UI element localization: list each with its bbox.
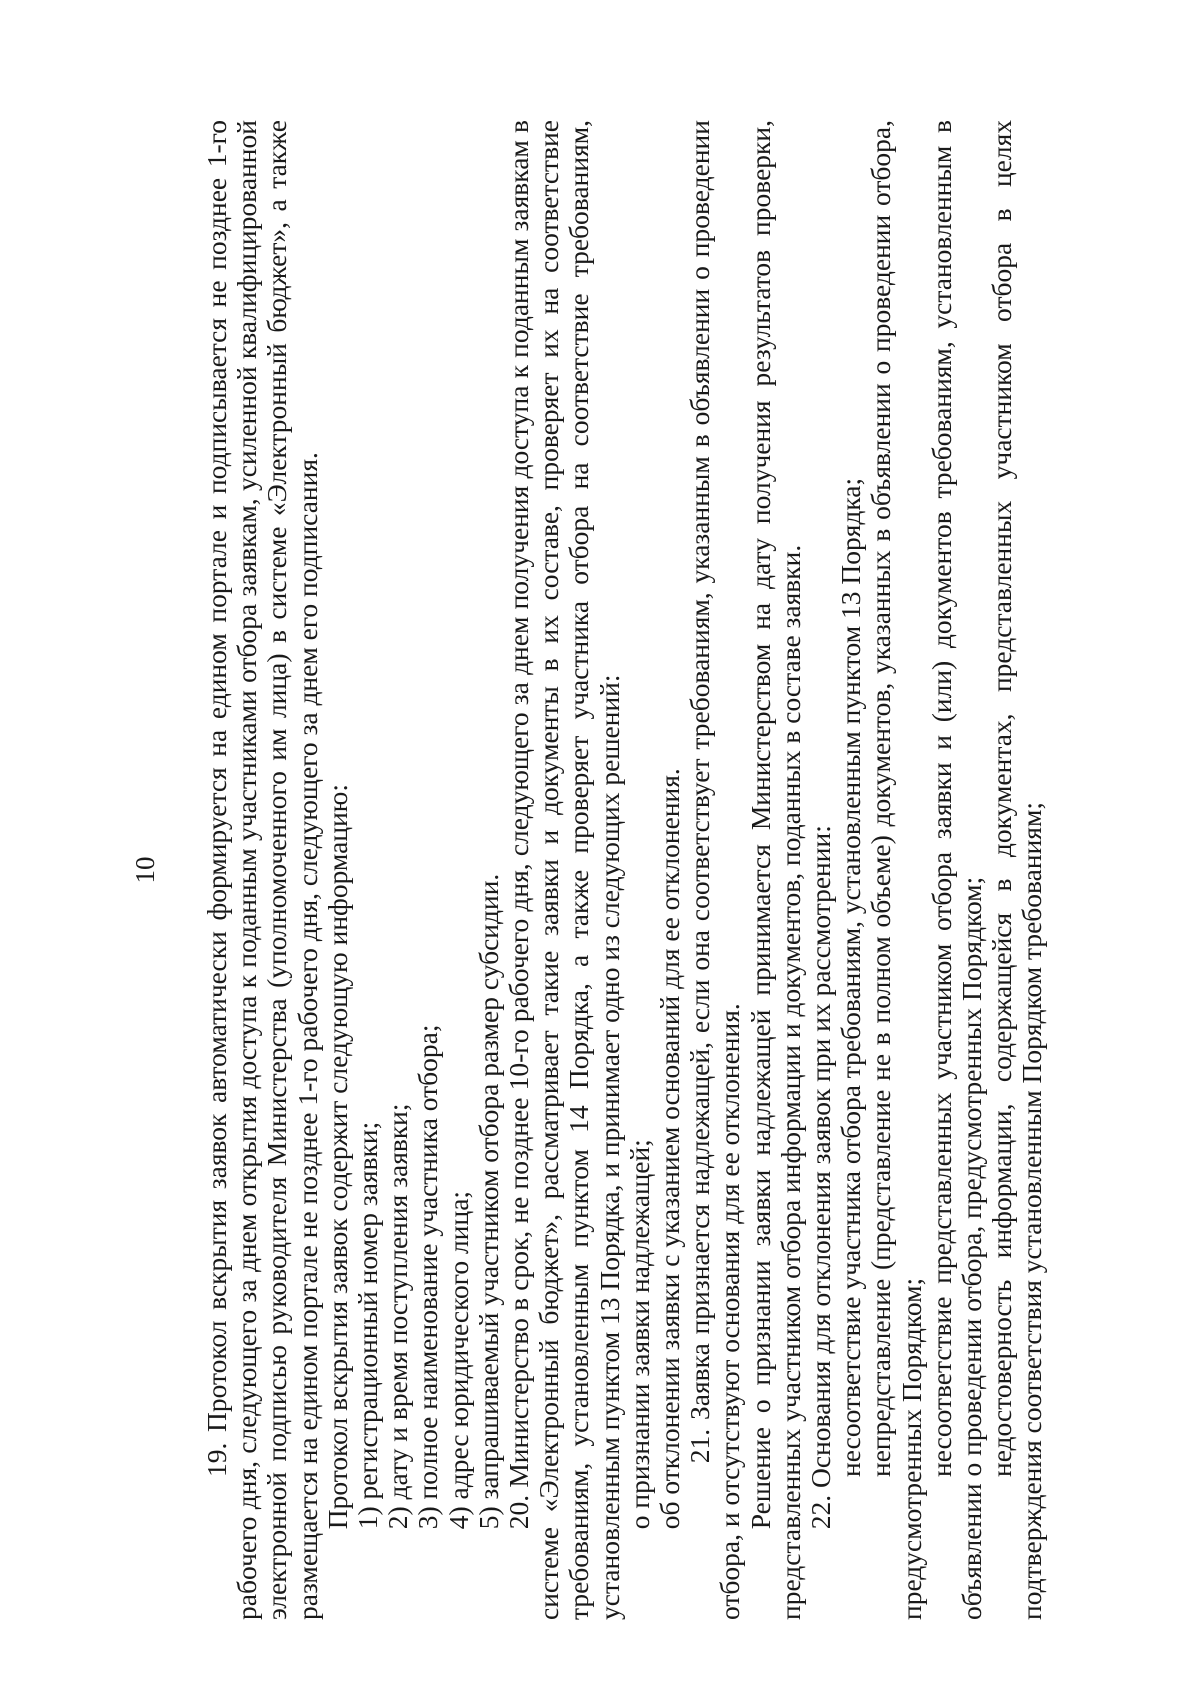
paragraph: Протокол вскрытия заявок содержит следующую информацию:	[321, 784, 353, 1530]
paragraph: об отклонении заявки с указанием оснований для ее отклонения.	[654, 768, 686, 1530]
paragraph: 5) запрашиваемый участником отбора размер субсидии.	[472, 873, 504, 1530]
body-text	[202, 120, 1048, 1620]
paragraph: непредставление (представление не в полном объеме) документов, указанных в объявлении о проведении отбора, предусмотренных Порядком;	[865, 120, 927, 1620]
paragraph: несоответствие участника отбора требованиям, установленным пунктом 13 Порядка;	[835, 477, 867, 1477]
paragraph: о признании заявки надлежащей;	[623, 1139, 655, 1530]
paragraph: 1) регистрационный номер заявки;	[352, 1121, 384, 1530]
paragraph: Решение о признании заявки надлежащей принимается Министерством на дату получения результатов проверки, представленных участником отбора информации и документов, поданных в составе заявки.	[744, 120, 806, 1620]
paragraph: 21. Заявка признается надлежащей, если она соответствует требованиям, указанным в объявлении о проведении отбора, и отсутствуют основания для ее отклонения.	[684, 120, 746, 1620]
paragraph: 19. Протокол вскрытия заявок автоматически формируется на едином портале и подписывается не позднее 1-го рабочего дня, следующего за днем открытия доступа к поданным участниками отбора заявкам, усиленной квалифицированной электронной подписью руководителя Министерства (уполномоченного им лица) в системе «Электронный бюджет», а также размещается на едином портале не позднее 1-го рабочего дня, следующего за днем его подписания.	[201, 120, 323, 1620]
paragraph: 4) адрес юридического лица;	[442, 1190, 474, 1530]
paragraph: 3) полное наименование участника отбора;	[412, 1024, 444, 1530]
rotated-text-block	[130, 120, 1085, 1620]
paragraph: 2) дату и время поступления заявки;	[382, 1103, 414, 1530]
paragraph: 20. Министерство в срок, не позднее 10-го рабочего дня, следующего за днем получения доступа к поданным заявкам в системе «Электронный бюджет», рассматривает такие заявки и документы в их составе, проверяет их на соответствие требованиям, установленным пунктом 14 Порядка, а также проверяет участника отбора на соответствие требованиям, установленным пунктом 13 Порядка, и принимает одно из следующих решений:	[503, 120, 625, 1620]
page-number: 10	[130, 856, 160, 884]
paragraph: несоответствие представленных участником отбора заявки и (или) документов требованиям, установленным в объявлении о проведении отбора, предусмотренных Порядком;	[925, 120, 988, 1620]
paragraph: 22. Основания для отклонения заявок при их рассмотрении:	[805, 825, 837, 1530]
paragraph: недостоверность информации, содержащейся в документах, представленных участником отбора в целях подтверждения соответствия установленным Порядком требованиям;	[986, 120, 1048, 1620]
